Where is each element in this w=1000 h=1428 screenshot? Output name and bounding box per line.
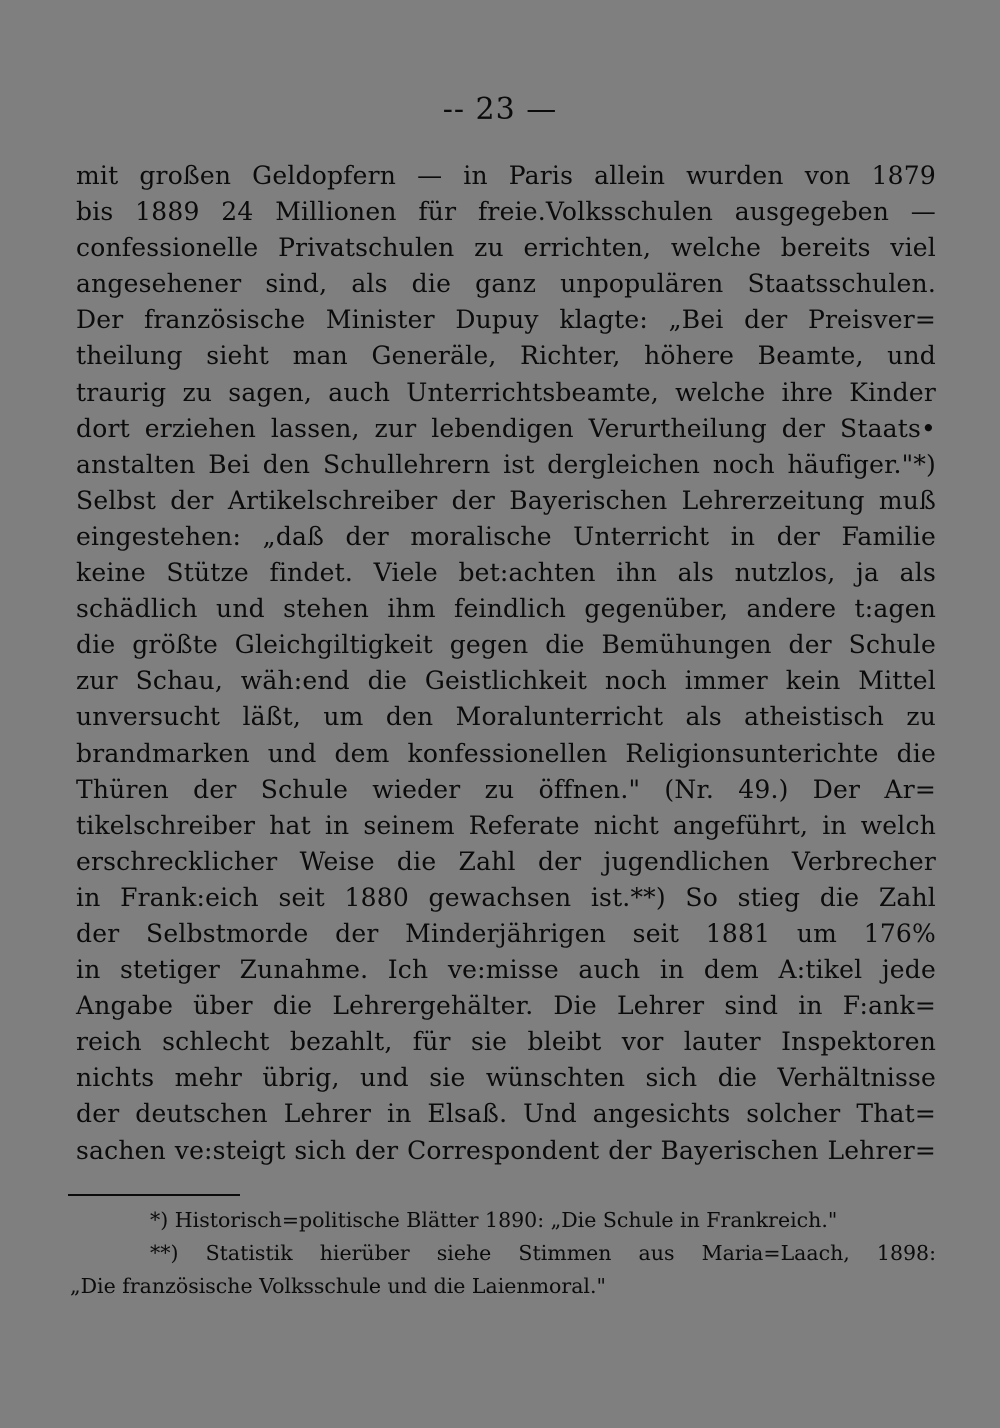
text-line: anstalten Bei den Schullehrern ist dergleichen noch häufiger."*): [76, 449, 936, 479]
footnote-1: *) Historisch=politische Blätter 1890: „Die Schule in Frankreich.": [150, 1208, 838, 1232]
body-text: [76, 158, 936, 1169]
text-line: tikelschreiber hat in seinem Referate nicht angeführt, in welch: [76, 810, 936, 840]
text-line: nichts mehr übrig, und sie wünschten sich die Verhältnisse: [76, 1063, 936, 1093]
text-line: unversucht läßt, um den Moralunterricht als atheistisch zu: [76, 702, 936, 732]
text-line: eingestehen: „daß der moralische Unterricht in der Familie: [76, 521, 936, 551]
text-line: zur Schau, wäh:end die Geistlichkeit noch immer kein Mittel: [76, 666, 936, 696]
text-line: confessionelle Privatschulen zu errichten, welche bereits viel: [76, 233, 936, 263]
text-line: keine Stütze findet. Viele bet:achten ihn als nutzlos, ja als: [76, 558, 936, 588]
text-line: in stetiger Zunahme. Ich ve:misse auch in dem A:tikel jede: [76, 955, 936, 985]
text-line: angesehener sind, als die ganz unpopulären Staatsschulen.: [76, 269, 936, 299]
text-line: Der französische Minister Dupuy klagte: „Bei der Preisver=: [76, 305, 936, 335]
footnote-rule: [68, 1194, 240, 1196]
text-line: der deutschen Lehrer in Elsaß. Und angesichts solcher That=: [76, 1099, 936, 1129]
footnote-2-continuation: „Die französische Volksschule und die Laienmoral.": [70, 1274, 606, 1298]
text-line: die größte Gleichgiltigkeit gegen die Bemühungen der Schule: [76, 630, 936, 660]
footnotes: [70, 1204, 936, 1303]
text-line: in Frank:eich seit 1880 gewachsen ist.**) So stieg die Zahl: [76, 882, 936, 912]
text-line: erschrecklicher Weise die Zahl der jugendlichen Verbrecher: [76, 846, 936, 876]
text-line: Thüren der Schule wieder zu öffnen." (Nr. 49.) Der Ar=: [76, 774, 936, 804]
footnote-2: **) Statistik hierüber siehe Stimmen aus Maria=Laach, 1898:: [150, 1241, 936, 1265]
text-line: Angabe über die Lehrergehälter. Die Lehrer sind in F:ank=: [76, 991, 936, 1021]
text-line: der Selbstmorde der Minderjährigen seit 1881 um 176%: [76, 918, 936, 948]
text-line: traurig zu sagen, auch Unterrichtsbeamte, welche ihre Kinder: [76, 377, 936, 407]
page-number: -- 23 —: [442, 92, 558, 127]
text-line: mit großen Geldopfern — in Paris allein wurden von 1879: [76, 161, 936, 190]
text-line: theilung sieht man Generäle, Richter, höhere Beamte, und: [76, 341, 936, 371]
text-line: schädlich und stehen ihm feindlich gegenüber, andere t:agen: [76, 594, 936, 624]
text-line: reich schlecht bezahlt, für sie bleibt vor lauter Inspektoren: [76, 1027, 936, 1057]
text-line: bis 1889 24 Millionen für freie.Volksschulen ausgegeben —: [76, 197, 936, 227]
text-line: sachen ve:steigt sich der Correspondent der Bayerischen Lehrer=: [76, 1135, 936, 1165]
text-line: Selbst der Artikelschreiber der Bayerischen Lehrerzeitung muß: [76, 485, 936, 515]
text-line: brandmarken und dem konfessionellen Religionsunterichte die: [76, 738, 936, 768]
text-line: dort erziehen lassen, zur lebendigen Verurtheilung der Staats•: [76, 413, 936, 443]
